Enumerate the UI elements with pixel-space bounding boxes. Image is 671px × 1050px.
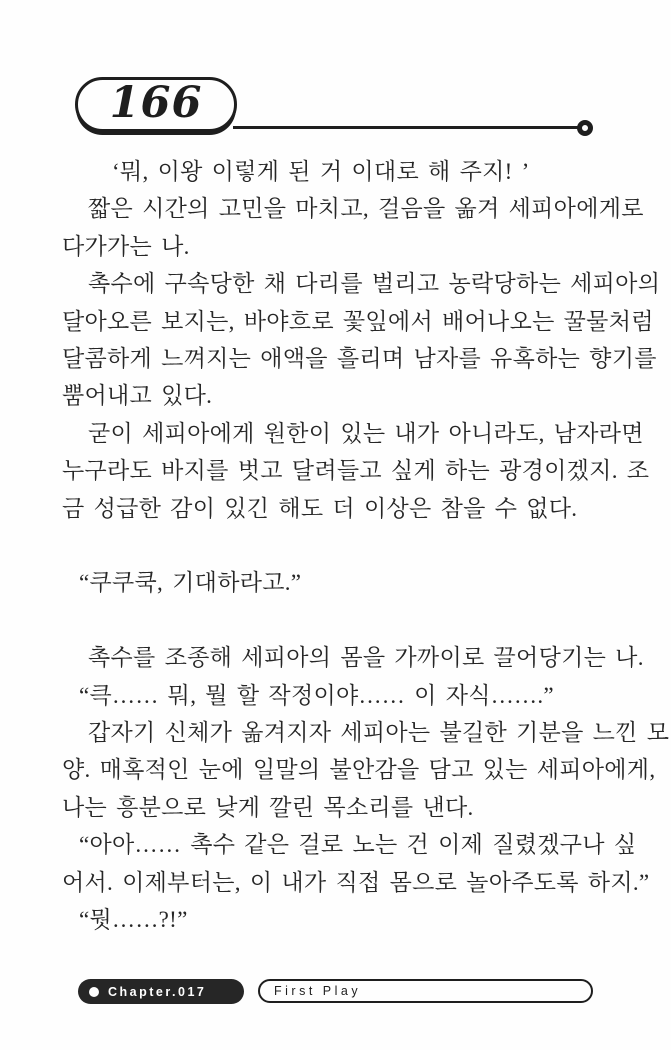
page-number: 166 [109, 77, 203, 128]
book-title-badge [258, 979, 593, 1003]
text-line: 어서. 이제부터는, 이 내가 직접 몸으로 놀아주도록 하지.” [62, 869, 650, 895]
text-line: 나는 흥분으로 낮게 깔린 목소리를 낸다. [62, 794, 474, 820]
blank-line [62, 602, 614, 639]
text-line: 뿜어내고 있다. [62, 383, 213, 409]
text-line: 금 성급한 감이 있긴 해도 더 이상은 참을 수 없다. [62, 495, 578, 521]
header-rule-end-ring-icon [577, 120, 593, 136]
text-line: 다가가는 나. [62, 233, 190, 259]
text-line: “큭…… 뭐, 뭘 할 작정이야…… 이 자식…….” [79, 682, 554, 708]
text-line: “아아…… 촉수 같은 걸로 노는 건 이제 질렸겠구나 싶 [79, 832, 637, 858]
text-line: 달아오른 보지는, 바야흐로 꽃잎에서 배어나오는 꿀물처럼 [62, 308, 654, 334]
blank-line [62, 527, 614, 564]
bullet-icon [89, 987, 99, 997]
text-line: 굳이 세피아에게 원한이 있는 내가 아니라도, 남자라면 [88, 420, 644, 446]
header-rule [233, 126, 581, 129]
text-line: 양. 매혹적인 눈에 일말의 불안감을 담고 있는 세피아에게, [62, 757, 656, 783]
page-text [62, 153, 670, 939]
text-line: 촉수에 구속당한 채 다리를 벌리고 농락당하는 세피아의 [88, 271, 661, 297]
text-line: 촉수를 조종해 세피아의 몸을 가까이로 끌어당기는 나. [88, 645, 644, 671]
chapter-badge [78, 979, 244, 1004]
text-line: 짧은 시간의 고민을 마치고, 걸음을 옮겨 세피아에게로 [88, 196, 644, 222]
book-title-label: First Play [274, 984, 362, 998]
page-number-badge [75, 77, 237, 132]
text-line: 누구라도 바지를 벗고 달려들고 싶게 하는 광경이겠지. 조 [62, 458, 650, 484]
text-line: 달콤하게 느껴지는 애액을 흘리며 남자를 유혹하는 향기를 [62, 346, 657, 372]
text-line: 갑자기 신체가 옮겨지자 세피아는 불길한 기분을 느낀 모 [88, 720, 670, 746]
chapter-label: Chapter.017 [108, 984, 207, 999]
text-line: “뭣……?!” [79, 907, 188, 933]
text-line: ‘뭐, 이왕 이렇게 된 거 이대로 해 주지! ’ [112, 159, 530, 184]
text-line: “쿠쿠쿡, 기대하라고.” [79, 570, 302, 596]
